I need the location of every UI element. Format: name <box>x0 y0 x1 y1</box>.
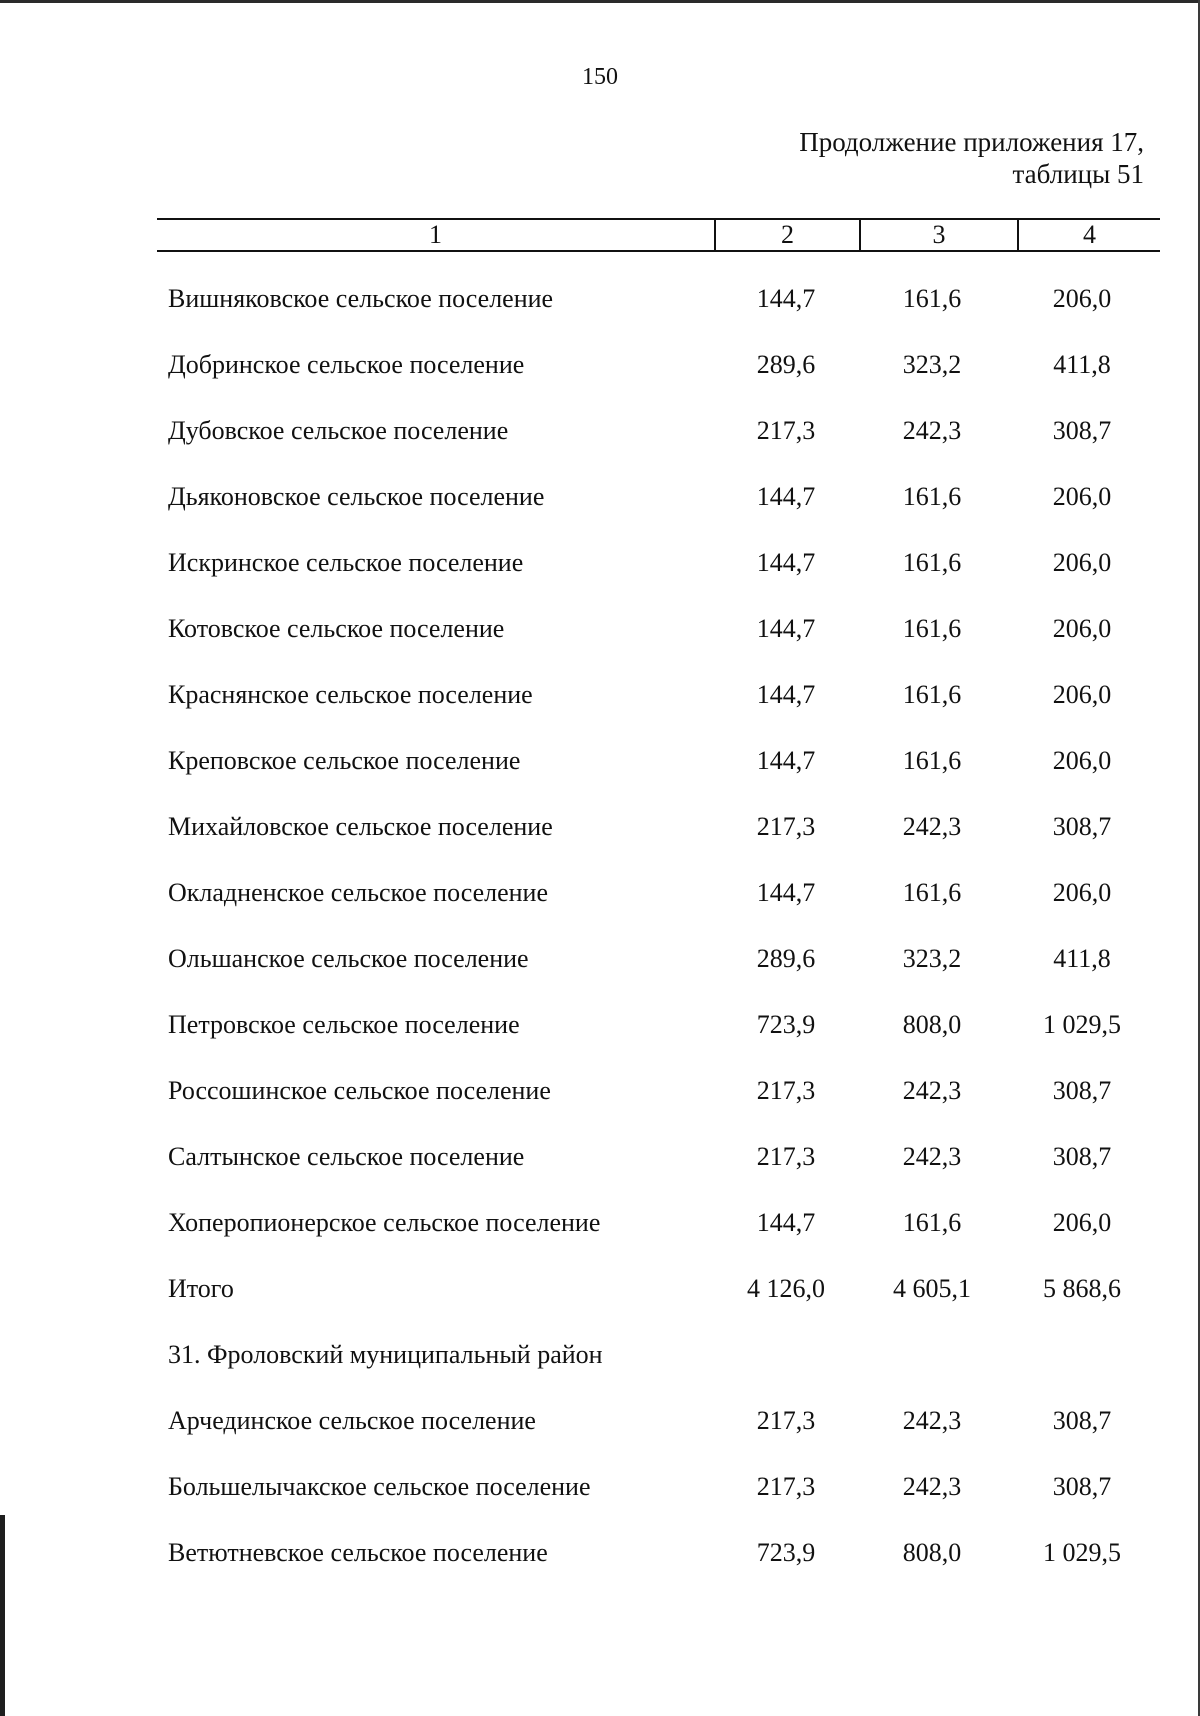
settlement-name: Ветютневское сельское поселение <box>168 1538 548 1567</box>
value-column-4: 308,7 <box>1052 416 1112 445</box>
value-column-4: 206,0 <box>1052 284 1112 313</box>
value-column-4: 308,7 <box>1052 1142 1112 1171</box>
value-column-2: 217,3 <box>756 1406 816 1435</box>
value-column-3: 161,6 <box>902 482 962 511</box>
total-column-2: 4 126,0 <box>747 1274 825 1303</box>
settlement-name: Дубовское сельское поселение <box>168 416 509 445</box>
caption-line-2: таблицы 51 <box>1012 159 1144 189</box>
settlement-name: Большелычакское сельское поселение <box>168 1472 591 1501</box>
value-column-3: 242,3 <box>902 812 962 841</box>
value-column-4: 206,0 <box>1052 1208 1112 1237</box>
settlement-name: Искринское сельское поселение <box>168 548 524 577</box>
table-row <box>168 1520 1160 1586</box>
total-label: Итого <box>168 1274 234 1303</box>
value-column-4: 1 029,5 <box>1043 1538 1121 1567</box>
value-column-4: 206,0 <box>1052 482 1112 511</box>
settlement-name: Креповское сельское поселение <box>168 746 521 775</box>
table-row <box>168 530 1160 596</box>
value-column-3: 242,3 <box>902 416 962 445</box>
settlement-name: Окладненское сельское поселение <box>168 878 549 907</box>
value-column-2: 144,7 <box>756 548 816 577</box>
value-column-2: 217,3 <box>756 416 816 445</box>
value-column-2: 217,3 <box>756 1142 816 1171</box>
total-column-3: 4 605,1 <box>893 1274 971 1303</box>
value-column-2: 144,7 <box>756 746 816 775</box>
value-column-3: 242,3 <box>902 1406 962 1435</box>
table-row <box>168 266 1160 332</box>
table-row <box>168 992 1160 1058</box>
value-column-3: 242,3 <box>902 1076 962 1105</box>
settlement-name: Хоперопионерское сельское поселение <box>168 1208 601 1237</box>
value-column-2: 723,9 <box>756 1010 816 1039</box>
value-column-2: 144,7 <box>756 482 816 511</box>
table-body <box>168 266 1160 1586</box>
value-column-3: 323,2 <box>902 944 962 973</box>
table-row <box>168 464 1160 530</box>
value-column-4: 206,0 <box>1052 680 1112 709</box>
table-row <box>168 1388 1160 1454</box>
table-row <box>168 1124 1160 1190</box>
value-column-3: 242,3 <box>902 1472 962 1501</box>
scan-edge-top <box>0 0 1200 3</box>
value-column-3: 161,6 <box>902 284 962 313</box>
table-row <box>168 794 1160 860</box>
column-header-3: 3 <box>860 219 1018 251</box>
value-column-3: 808,0 <box>902 1010 962 1039</box>
value-column-2: 217,3 <box>756 1472 816 1501</box>
value-column-4: 1 029,5 <box>1043 1010 1121 1039</box>
value-column-3: 161,6 <box>902 614 962 643</box>
value-column-2: 144,7 <box>756 1208 816 1237</box>
value-column-4: 308,7 <box>1052 1076 1112 1105</box>
value-column-4: 308,7 <box>1052 1406 1112 1435</box>
value-column-3: 323,2 <box>902 350 962 379</box>
value-column-2: 289,6 <box>756 350 816 379</box>
value-column-2: 144,7 <box>756 878 816 907</box>
total-column-4: 5 868,6 <box>1043 1274 1121 1303</box>
value-column-4: 411,8 <box>1053 944 1111 973</box>
value-column-3: 242,3 <box>902 1142 962 1171</box>
table-row <box>168 596 1160 662</box>
settlement-name: Россошинское сельское поселение <box>168 1076 551 1105</box>
value-column-3: 161,6 <box>902 878 962 907</box>
value-column-3: 161,6 <box>902 1208 962 1237</box>
district-heading-row <box>168 1322 1160 1388</box>
table-row <box>168 1454 1160 1520</box>
table-row <box>168 332 1160 398</box>
total-row <box>168 1256 1160 1322</box>
table-row <box>168 398 1160 464</box>
column-header-2: 2 <box>715 219 860 251</box>
value-column-4: 206,0 <box>1052 746 1112 775</box>
column-header-1: 1 <box>157 219 715 251</box>
scan-edge-left <box>0 1515 5 1716</box>
value-column-2: 217,3 <box>756 812 816 841</box>
value-column-4: 411,8 <box>1053 350 1111 379</box>
value-column-4: 206,0 <box>1052 878 1112 907</box>
table-row <box>168 926 1160 992</box>
value-column-2: 217,3 <box>756 1076 816 1105</box>
value-column-3: 808,0 <box>902 1538 962 1567</box>
table-row <box>168 662 1160 728</box>
page-number: 150 <box>582 64 618 90</box>
caption-line-1: Продолжение приложения 17, <box>799 127 1144 157</box>
settlement-name: Краснянское сельское поселение <box>168 680 533 709</box>
value-column-3: 161,6 <box>902 680 962 709</box>
settlement-name: Салтынское сельское поселение <box>168 1142 525 1171</box>
value-column-2: 144,7 <box>756 284 816 313</box>
settlement-name: Арчединское сельское поселение <box>168 1406 536 1435</box>
table-row <box>168 1058 1160 1124</box>
table-row <box>168 728 1160 794</box>
settlement-name: Вишняковское сельское поселение <box>168 284 554 313</box>
table-caption <box>799 126 1144 190</box>
table-header <box>157 218 1160 252</box>
value-column-4: 206,0 <box>1052 614 1112 643</box>
value-column-2: 289,6 <box>756 944 816 973</box>
settlement-name: Котовское сельское поселение <box>168 614 505 643</box>
table-row <box>168 860 1160 926</box>
value-column-2: 144,7 <box>756 614 816 643</box>
value-column-4: 308,7 <box>1052 1472 1112 1501</box>
column-header-4: 4 <box>1018 219 1160 251</box>
settlement-name: Дьяконовское сельское поселение <box>168 482 545 511</box>
value-column-3: 161,6 <box>902 746 962 775</box>
settlement-name: Михайловское сельское поселение <box>168 812 553 841</box>
value-column-3: 161,6 <box>902 548 962 577</box>
value-column-2: 144,7 <box>756 680 816 709</box>
settlement-name: Ольшанское сельское поселение <box>168 944 529 973</box>
settlement-name: Добринское сельское поселение <box>168 350 525 379</box>
district-heading: 31. Фроловский муниципальный район <box>168 1340 603 1369</box>
value-column-4: 308,7 <box>1052 812 1112 841</box>
settlement-name: Петровское сельское поселение <box>168 1010 520 1039</box>
table-row <box>168 1190 1160 1256</box>
value-column-2: 723,9 <box>756 1538 816 1567</box>
value-column-4: 206,0 <box>1052 548 1112 577</box>
